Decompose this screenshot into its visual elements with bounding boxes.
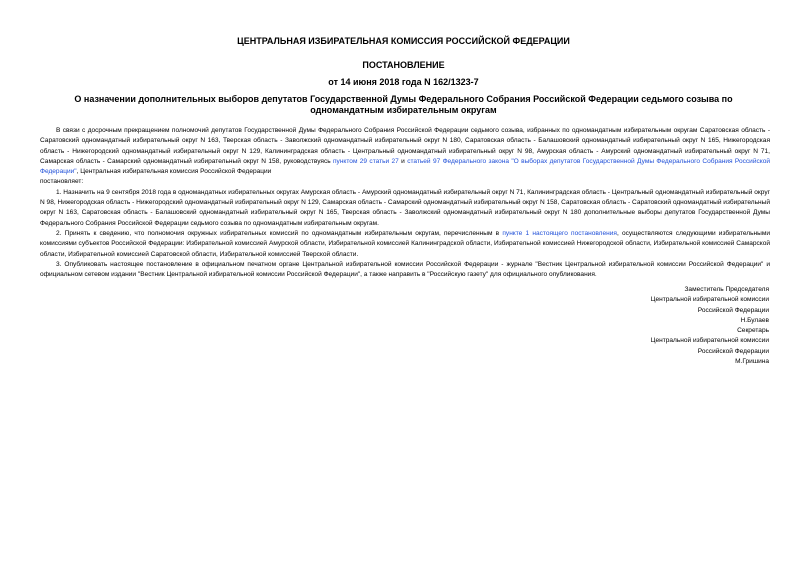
document-body (40, 126, 770, 280)
item-2-text-2: , осуществляются следующими избирательными комиссиями субъектов Российской Федерации: Избирательной комиссией Амурской области, Избирательной комиссией Калининградской области, Избирательной комиссией Нижегородской области, Избирательной комиссией Самарской области, Избирательной комиссией Саратовской области, Избирательной комиссией Тверской области. (40, 229, 770, 258)
item-1-paragraph: 1. Назначить на 9 сентября 2018 года в одномандатных избирательных округах Амурская область - Амурский одномандатный избирательный округ N 71, Калининградская область - Центральный одномандатный избирательный округ N 98, Нижегородская область - Нижегородский одномандатный избирательный округ N 129, Самарская область - Самарский одномандатный избирательный округ N 158, Саратовская область - Саратовский одномандатный избирательный округ N 163, Саратовская область - Балашовский одномандатный избирательный округ N 165, Тверская область - Заволжский одномандатный избирательный округ N 180 дополнительные выборы депутатов Государственной Думы Федерального Собрания Российской Федерации седьмого созыва по одномандатным избирательным округам. (40, 188, 770, 227)
document-title: О назначении дополнительных выборов депутатов Государственной Думы Федерального Собрания Российской Федерации седьмого созыва по одномандатным избирательным округам (74, 94, 733, 115)
intro-text-1: В связи с досрочным прекращением полномочий депутатов Государственной Думы Федерального Собрания Российской Федерации седьмого созыва, избранных по одномандатным избирательным округам Саратовская область - Саратовский одномандатный избирательный округ N 163, Тверская область - Заволжский одномандатный избирательный округ N 180, Саратовская область - Балашовский одномандатный избирательный округ N 165, Нижегородская область - Нижегородский одномандатный избирательный округ N 129, Калининградская область - Центральный одномандатный избирательный округ N 98, Амурская область - Амурский одномандатный избирательный округ N 71, Самарская область - Самарский одномандатный избирательный округ N 158, руководствуясь (40, 127, 770, 165)
secretary-position-line-1: Секретарь (737, 327, 769, 335)
item-2-paragraph (40, 229, 770, 260)
deputy-position-line-3: Российской Федерации (697, 306, 769, 314)
item-2-text-1: 2. Принять к сведению, что полномочия окружных избирательных комиссий по одномандатным избирательным округам, перечисленным в (56, 229, 503, 237)
intro-paragraph (40, 126, 770, 177)
secretary-position-line-2: Центральной избирательной комиссии (650, 337, 769, 345)
signature-block (651, 285, 769, 367)
date-number-heading: от 14 июня 2018 года N 162/1323-7 (328, 77, 479, 87)
law-article-27-link[interactable]: пунктом 29 статьи 27 (333, 157, 399, 165)
item-1-reference-link[interactable]: пункте 1 настоящего постановления (502, 229, 617, 237)
deputy-position-line-2: Центральной избирательной комиссии (650, 296, 769, 304)
organization-heading: ЦЕНТРАЛЬНАЯ ИЗБИРАТЕЛЬНАЯ КОМИССИЯ РОССИЙСКОЙ ФЕДЕРАЦИИ (237, 36, 570, 46)
resolves-line: постановляет: (40, 178, 84, 186)
document-type-heading: ПОСТАНОВЛЕНИЕ (362, 60, 445, 70)
item-3-paragraph: 3. Опубликовать настоящее постановление в официальном печатном органе Центральной избирательной комиссии Российской Федерации - журнале "Вестник Центральной избирательной комиссии Российской Федерации" и официальном сетевом издании "Вестник Центральной избирательной комиссии Российской Федерации", а также направить в "Российскую газету" для официального опубликования. (40, 260, 770, 279)
deputy-position-line-1: Заместитель Председателя (684, 286, 769, 293)
secretary-position-line-3: Российской Федерации (697, 347, 769, 355)
intro-text-3: , Центральная избирательная комиссия Российской Федерации (76, 168, 272, 176)
federal-law-article-97-link[interactable]: статьей 97 Федерального закона "О выборах депутатов Государственной Думы Федерального Собрания Российской Федерации" (40, 157, 770, 176)
intro-text-2: и (398, 157, 408, 165)
secretary-name: М.Гришина (735, 358, 769, 366)
deputy-name: Н.Булаев (740, 316, 769, 324)
